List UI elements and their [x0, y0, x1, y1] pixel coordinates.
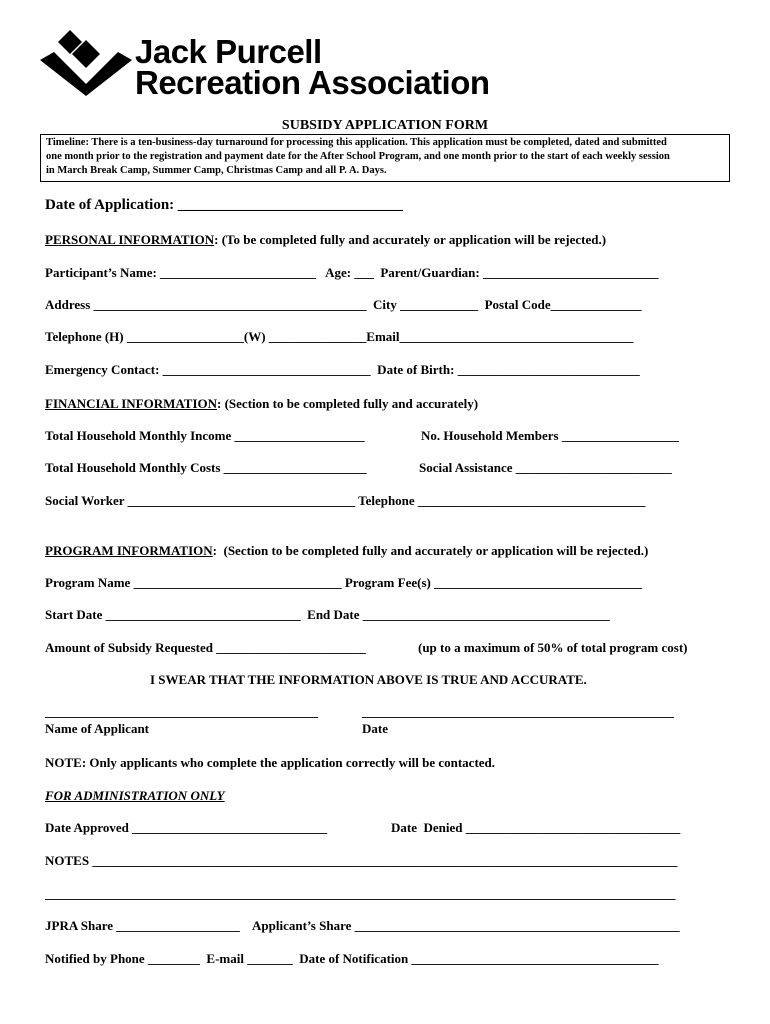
org-name-line1: Jack Purcell [135, 33, 322, 70]
notes-field[interactable]: NOTES __________________________________________________________________________________________ [45, 853, 678, 868]
financial-info-heading [45, 396, 478, 412]
financial-info-title: FINANCIAL INFORMATION [45, 396, 218, 411]
jpra-logo-icon [40, 30, 132, 96]
applicant-signature-line[interactable]: __________________________________________ [45, 704, 318, 719]
program-dates-row[interactable]: Start Date ______________________________ End Date ______________________________________ [45, 607, 610, 622]
participant-row[interactable]: Participant’s Name: ________________________ Age: ___ Parent/Guardian: ___________________________ [45, 265, 659, 280]
emergency-row[interactable]: Emergency Contact: ________________________________ Date of Birth: ____________________________ [45, 362, 640, 377]
program-info-note: : (Section to be completed fully and accurately or application will be rejected.) [212, 543, 649, 558]
name-of-applicant-label: Name of Applicant [45, 721, 149, 736]
signature-date-line[interactable]: ________________________________________________ [362, 704, 674, 719]
date-of-application-field[interactable]: Date of Application: ______________________________ [45, 197, 403, 213]
personal-info-title: PERSONAL INFORMATION [45, 232, 215, 247]
contact-note: NOTE: Only applicants who complete the application correctly will be contacted. [45, 755, 496, 770]
household-income-field[interactable]: Total Household Monthly Income ____________________ [45, 428, 365, 443]
program-info-title: PROGRAM INFORMATION [45, 543, 213, 558]
timeline-line-3: in March Break Camp, Summer Camp, Christmas Camp and all P. A. Days. [46, 165, 387, 176]
household-costs-field[interactable]: Total Household Monthly Costs ______________________ [45, 460, 367, 475]
form-title: SUBSIDY APPLICATION FORM [281, 118, 489, 133]
household-members-field[interactable]: No. Household Members __________________ [421, 428, 679, 443]
personal-info-note: : (To be completed fully and accurately or application will be rejected.) [214, 232, 607, 247]
org-name-line2: Recreation Association [135, 64, 490, 101]
declaration-text: I SWEAR THAT THE INFORMATION ABOVE IS TRUE AND ACCURATE. [150, 672, 587, 687]
subsidy-amount-field[interactable]: Amount of Subsidy Requested _______________________ [45, 640, 366, 655]
date-denied-field[interactable]: Date Denied _________________________________ [391, 820, 681, 835]
admin-heading: FOR ADMINISTRATION ONLY [45, 788, 225, 803]
notification-row[interactable]: Notified by Phone ________ E-mail _______ Date of Notification ______________________________________ [45, 951, 659, 966]
date-approved-field[interactable]: Date Approved ______________________________ [45, 820, 328, 835]
address-row[interactable]: Address __________________________________________ City ____________ Postal Code______________ [45, 297, 642, 312]
notes-continuation-line[interactable]: _________________________________________________________________________________________________ [45, 886, 676, 901]
date-label: Date [362, 721, 388, 736]
subsidy-limit-note: (up to a maximum of 50% of total program cost) [418, 640, 688, 655]
share-row[interactable]: JPRA Share ___________________ Applicant’s Share __________________________________________________ [45, 918, 680, 933]
timeline-line-1: Timeline: There is a ten-business-day turnaround for processing this application. This application must be completed, dated and submitted [46, 137, 667, 148]
social-assistance-field[interactable]: Social Assistance ________________________ [419, 460, 672, 475]
social-worker-row[interactable]: Social Worker ___________________________________ Telephone ___________________________________ [45, 493, 646, 508]
program-info-heading [45, 543, 648, 559]
program-name-row[interactable]: Program Name ________________________________ Program Fee(s) ________________________________ [45, 575, 643, 590]
timeline-line-2: one month prior to the registration and payment date for the After School Program, and one month prior to the start of each weekly session [46, 151, 670, 162]
telephone-row[interactable]: Telephone (H) __________________(W) _______________Email____________________________________ [45, 329, 634, 344]
financial-info-note: : (Section to be completed fully and accurately) [217, 396, 479, 411]
personal-info-heading [45, 232, 606, 248]
